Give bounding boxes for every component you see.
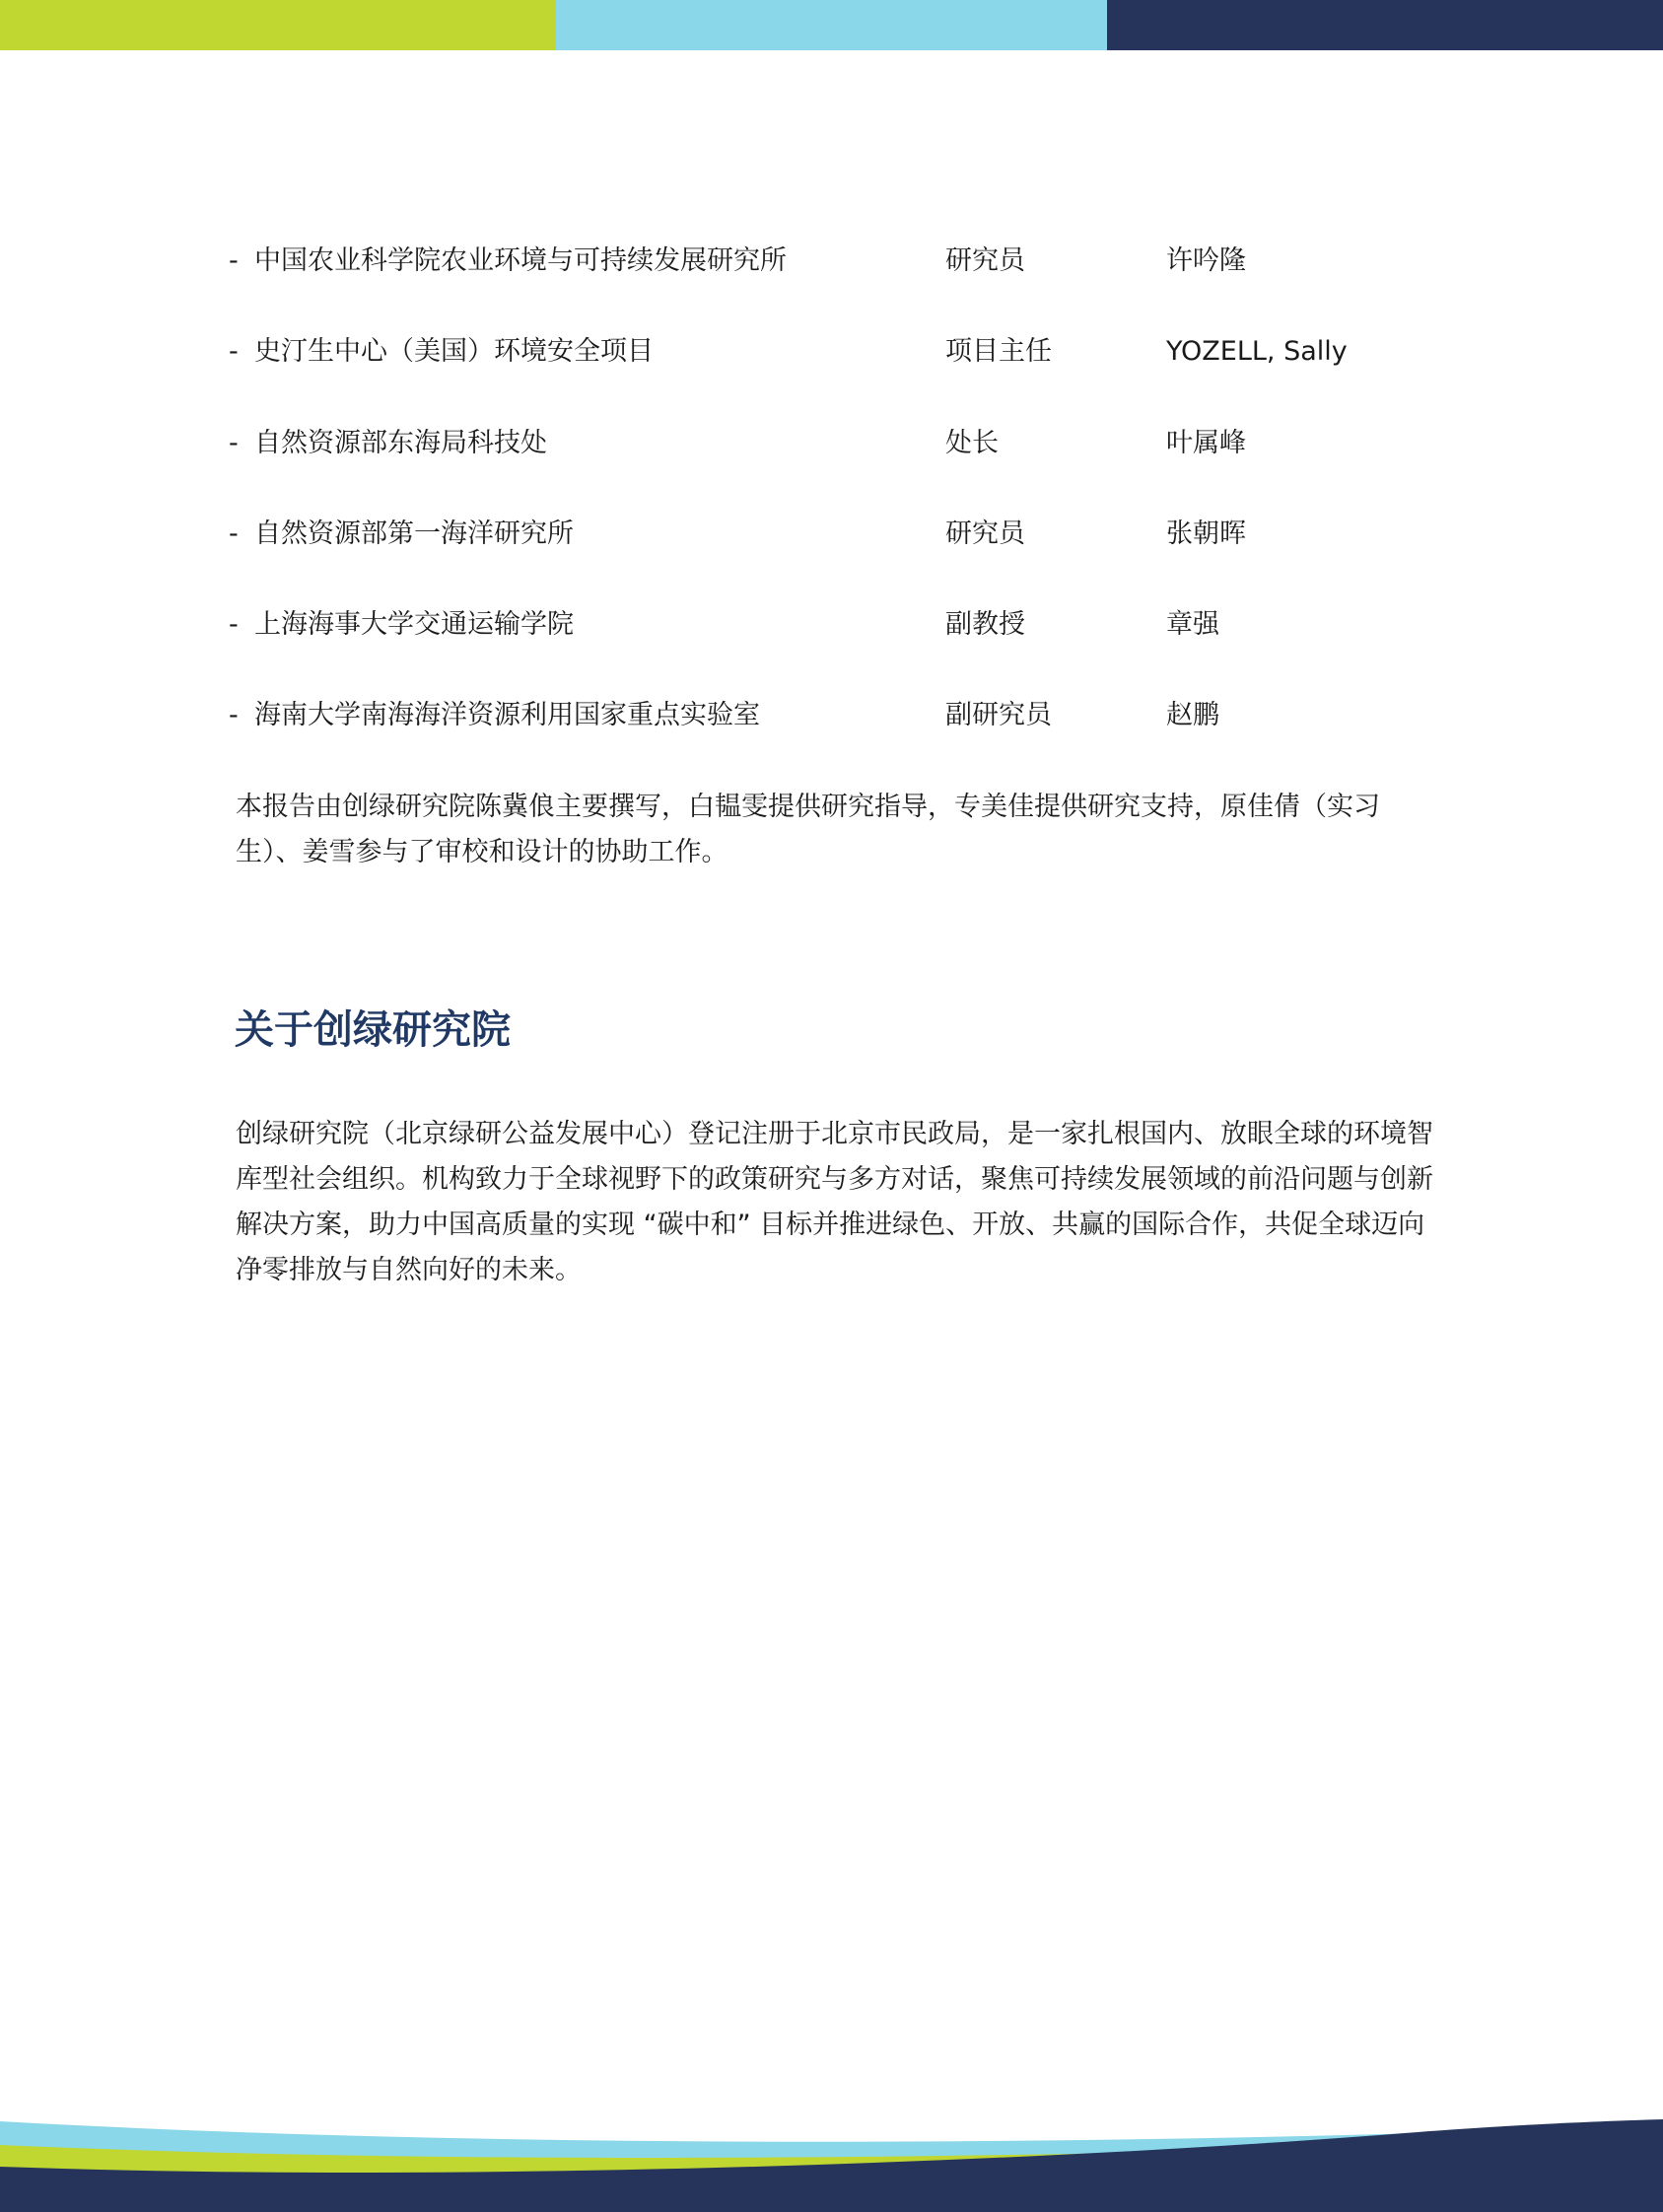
top-bar-green-segment	[0, 0, 556, 50]
list-dash: -	[229, 427, 239, 458]
top-bar-navy-segment	[1107, 0, 1663, 50]
contributor-name: 叶属峰	[1166, 427, 1246, 458]
contributor-name: 许吟隆	[1166, 245, 1246, 276]
list-dash: -	[229, 245, 239, 276]
contributor-title: 研究员	[945, 245, 1025, 276]
contributor-name: 张朝晖	[1166, 518, 1246, 549]
list-dash: -	[229, 609, 239, 641]
contributor-organization: 中国农业科学院农业环境与可持续发展研究所	[254, 245, 787, 276]
contributor-row	[227, 595, 1429, 686]
contributor-name: YOZELL, Sally	[1166, 336, 1348, 368]
contributor-organization: 自然资源部东海局科技处	[254, 427, 547, 458]
contributor-title: 研究员	[945, 518, 1025, 549]
footer-wave-decoration	[0, 2080, 1663, 2212]
contributor-list	[227, 232, 1429, 778]
contributor-row	[227, 686, 1429, 777]
contributor-row	[227, 414, 1429, 505]
contributor-title: 处长	[945, 427, 999, 458]
top-bar-blue-segment	[556, 0, 1107, 50]
contributor-name: 赵鹏	[1166, 700, 1219, 731]
contributor-name: 章强	[1166, 609, 1219, 641]
contributor-organization: 海南大学南海海洋资源利用国家重点实验室	[254, 700, 760, 731]
contributor-organization: 史汀生中心（美国）环境安全项目	[254, 336, 654, 368]
list-dash: -	[229, 700, 239, 731]
report-credit-paragraph: 本报告由创绿研究院陈冀俍主要撰写，白韫雯提供研究指导，专美佳提供研究支持，原佳倩（实习生）、姜雪参与了审校和设计的协助工作。	[236, 792, 1380, 867]
contributor-title: 项目主任	[945, 336, 1052, 368]
list-dash: -	[229, 518, 239, 549]
contributor-organization: 自然资源部第一海洋研究所	[254, 518, 574, 549]
top-color-bar	[0, 0, 1663, 50]
contributor-row	[227, 322, 1429, 413]
list-dash: -	[229, 336, 239, 368]
contributor-title: 副研究员	[945, 700, 1052, 731]
about-section-title: 关于创绿研究院	[235, 1007, 511, 1053]
contributor-title: 副教授	[945, 609, 1025, 641]
contributor-row	[227, 505, 1429, 595]
contributor-organization: 上海海事大学交通运输学院	[254, 609, 574, 641]
contributor-row	[227, 232, 1429, 322]
about-body-paragraph: 创绿研究院（北京绿研公益发展中心）登记注册于北京市民政局，是一家扎根国内、放眼全球的环境智库型社会组织。机构致力于全球视野下的政策研究与多方对话，聚焦可持续发展领域的前沿问题与创新解决方案，助力中国高质量的实现 “碳中和” 目标并推进绿色、开放、共赢的国际合作，共促全球迈向净零排放与自然向好的未来。	[236, 1119, 1433, 1285]
